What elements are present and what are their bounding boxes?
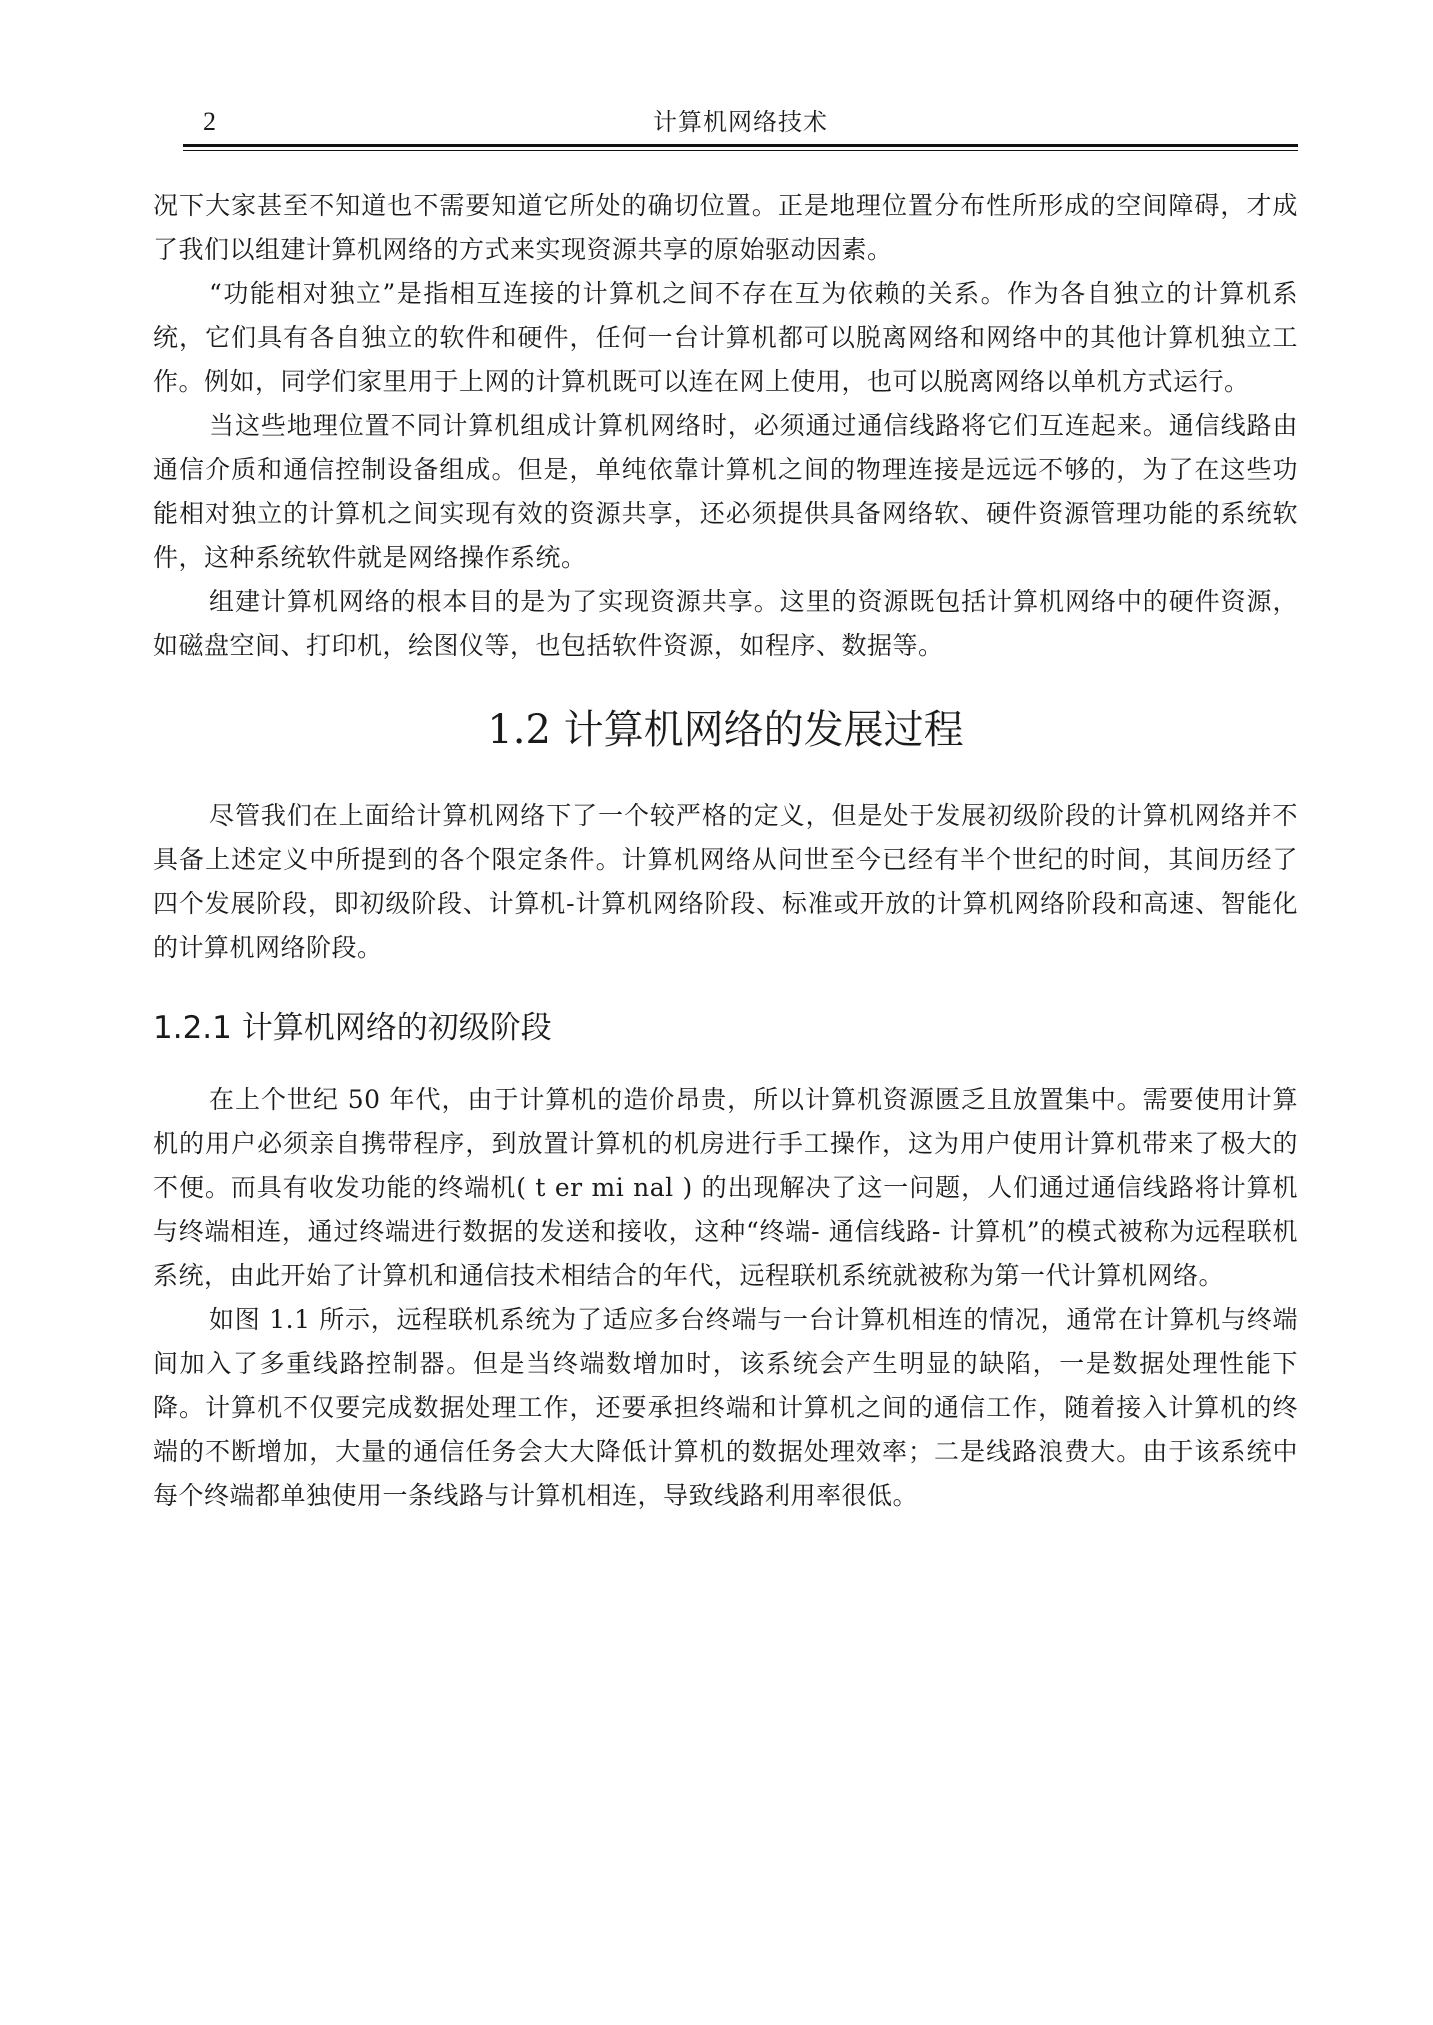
section-title: 1.2 计算机网络的发展过程 (487, 707, 964, 753)
header-rule-thin (183, 150, 1298, 151)
paragraph-resource-sharing: 组建计算机网络的根本目的是为了实现资源共享。这里的资源既包括计算机网络中的硬件资源，如磁盘空间、打印机，绘图仪等，也包括软件资源，如程序、数据等。 (153, 587, 1298, 660)
running-title: 计算机网络技术 (653, 108, 828, 136)
paragraph-continued: 况下大家甚至不知道也不需要知道它所处的确切位置。正是地理位置分布性所形成的空间障碍，才成了我们以组建计算机网络的方式来实现资源共享的原始驱动因素。 (153, 191, 1298, 264)
paragraph-development-stages: 尽管我们在上面给计算机网络下了一个较严格的定义，但是处于发展初级阶段的计算机网络并不具备上述定义中所提到的各个限定条件。计算机网络从问世至今已经有半个世纪的时间，其间历经了四个发展阶段，即初级阶段、计算机-计算机网络阶段、标准或开放的计算机网络阶段和高速、智能化的计算机网络阶段。 (153, 801, 1298, 962)
paragraph-early-stage: 在上个世纪 50 年代，由于计算机的造价昂贵，所以计算机资源匮乏且放置集中。需要使用计算机的用户必须亲自携带程序，到放置计算机的机房进行手工操作，这为用户使用计算机带来了极大的不便。而具有收发功能的终端机( t er mi nal ) 的出现解决了这一问题，人们通过通信线路将计算机与终端相连，通过终端进行数据的发送和接收，这种“终端- 通信线路- 计算机”的模式被称为远程联机系统，由此开始了计算机和通信技术相结合的年代，远程联机系统就被称为第一代计算机网络。 (153, 1085, 1298, 1290)
header-rule (183, 144, 1298, 147)
subsection-title: 1.2.1 计算机网络的初级阶段 (153, 1010, 552, 1046)
page-body (153, 184, 1298, 1518)
paragraph-functional-independence: “功能相对独立”是指相互连接的计算机之间不存在互为依赖的关系。作为各自独立的计算机系统，它们具有各自独立的软件和硬件，任何一台计算机都可以脱离网络和网络中的其他计算机独立工作。例如，同学们家里用于上网的计算机既可以连在网上使用，也可以脱离网络以单机方式运行。 (153, 279, 1298, 396)
page-header (183, 104, 1298, 140)
page-number: 2 (203, 107, 216, 136)
paragraph-figure-reference: 如图 1.1 所示，远程联机系统为了适应多台终端与一台计算机相连的情况，通常在计算机与终端间加入了多重线路控制器。但是当终端数增加时，该系统会产生明显的缺陷，一是数据处理性能下降。计算机不仅要完成数据处理工作，还要承担终端和计算机之间的通信工作，随着接入计算机的终端的不断增加，大量的通信任务会大大降低计算机的数据处理效率；二是线路浪费大。由于该系统中每个终端都单独使用一条线路与计算机相连，导致线路利用率很低。 (153, 1305, 1298, 1510)
paragraph-communication-lines: 当这些地理位置不同计算机组成计算机网络时，必须通过通信线路将它们互连起来。通信线路由通信介质和通信控制设备组成。但是，单纯依靠计算机之间的物理连接是远远不够的，为了在这些功能相对独立的计算机之间实现有效的资源共享，还必须提供具备网络软、硬件资源管理功能的系统软件，这种系统软件就是网络操作系统。 (153, 411, 1298, 572)
